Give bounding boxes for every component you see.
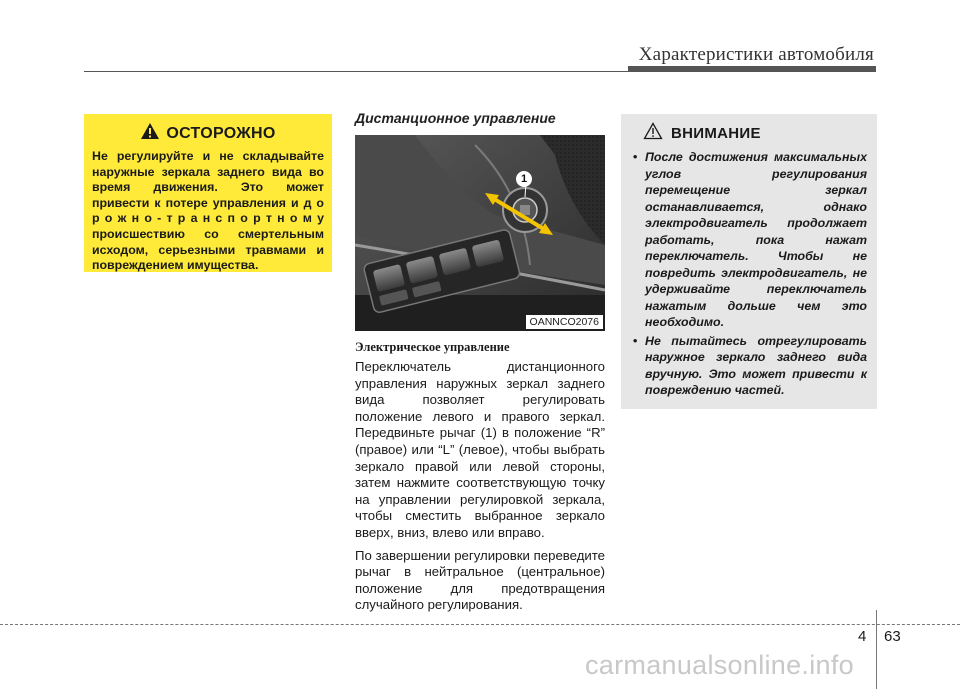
caution-triangle-icon xyxy=(643,122,663,145)
caution-list xyxy=(631,149,867,399)
footer-divider xyxy=(876,610,877,689)
header-rule-accent xyxy=(628,66,876,72)
chapter-number: 4 xyxy=(858,628,867,645)
warning-triangle-icon xyxy=(140,122,160,145)
subsection-title: Электрическое управление xyxy=(355,340,510,354)
watermark: carmanualsonline.info xyxy=(585,650,854,680)
callout-1: 1 xyxy=(516,171,532,187)
caution-title: ВНИМАНИЕ xyxy=(671,125,761,142)
caution-box xyxy=(621,114,877,409)
warning-box xyxy=(84,114,332,272)
caution-header xyxy=(643,122,867,145)
bullet: • xyxy=(633,150,638,164)
body-paragraph: По завершении регулировки переведите рычаг в нейтральное (центральное) положение для предотвращения случайного регулирования. xyxy=(355,547,605,613)
door-panel-illustration xyxy=(355,135,605,331)
body-paragraph: Переключатель дистанционного управления наружных зеркал заднего вида позволяет регулировать положение левого и правого зеркал. Передвиньте рычаг (1) в положение “R” (правое) или “L” (левое), чтобы выбрать зеркало правой или левой стороны, затем нажмите соответствующую точку на управлении регулировкой зеркала, чтобы сместить выбранное зеркало вверх, вниз, влево или вправо. xyxy=(355,359,605,540)
bullet: • xyxy=(633,333,638,348)
section-title: Дистанционное управление xyxy=(355,110,556,126)
warning-header xyxy=(92,122,324,145)
page-number: 63 xyxy=(884,628,901,645)
body-text xyxy=(355,359,605,620)
caution-item xyxy=(631,333,867,399)
caution-item-text: Не пытайтесь отрегулировать наружное зеркало заднего вида вручную. Это может привести к повреждению частей. xyxy=(645,333,867,397)
warning-text: Не регулируйте и не складывайте наружные зеркала заднего вида во время движения. Это может привести к потере управления и д о р о ж н о - т р а н с п о р т н о м у происшествию со смертельным исходом, серьезными травмами и повреждением имущества. xyxy=(92,149,324,273)
caution-item-text: После достижения максимальных углов регулирования перемещение зеркал останавливается, однако электродвигатель продолжает работать, пока нажат переключатель. Чтобы не повредить электродвигатель, не удерживайте переключатель нажатым дольше чем это необходимо. xyxy=(645,150,867,329)
caution-item xyxy=(631,149,867,331)
warning-title: ОСТОРОЖНО xyxy=(166,124,276,142)
page-header-title: Характеристики автомобиля xyxy=(638,44,874,65)
footer-rule xyxy=(0,624,960,625)
mirror-control-photo xyxy=(355,135,605,331)
image-code: OANNCO2076 xyxy=(526,315,603,329)
